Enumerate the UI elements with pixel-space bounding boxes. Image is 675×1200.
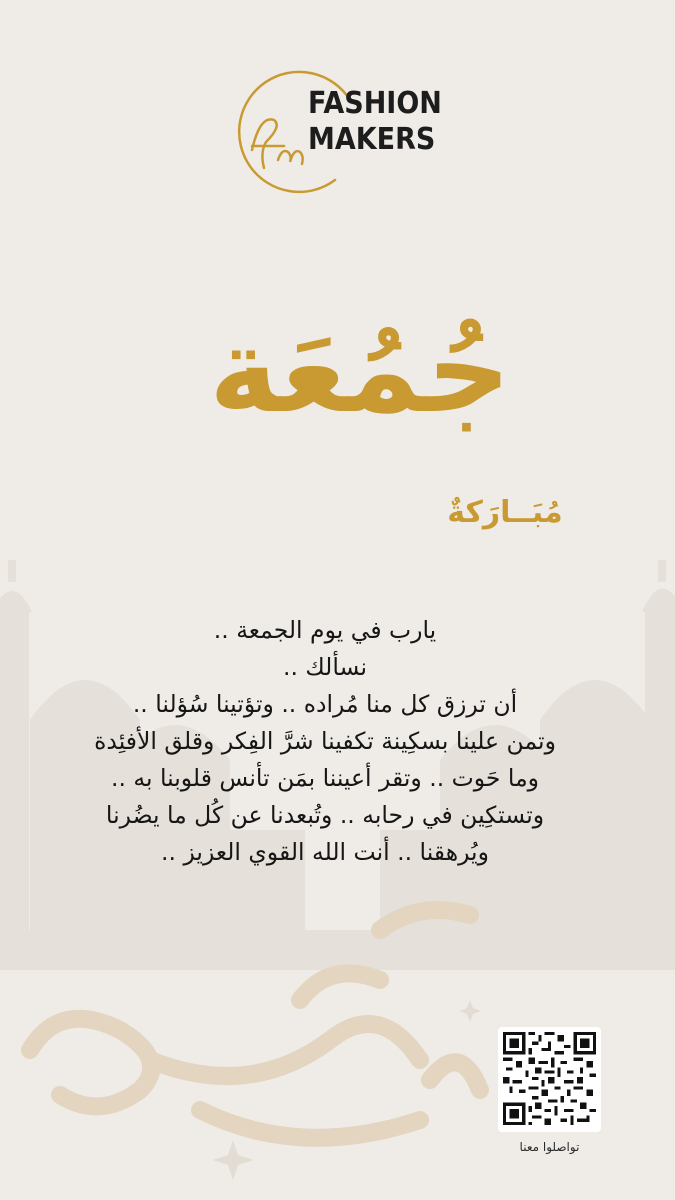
- page-subtitle: مُبَــارَكةٌ: [447, 495, 563, 530]
- prayer-line: وتمن علينا بسكِينة تكفينا شرَّ الفِكر وقلق الأفئِدة: [94, 727, 556, 755]
- qr-code-card[interactable]: [498, 1027, 601, 1132]
- prayer-line: وما حَوت .. وتقر أعيننا بمَن تأنس قلوبنا به ..: [110, 764, 540, 792]
- prayer-line: وتستكِين في رحابه .. وتُبعدنا عن كُل ما يضُرنا: [105, 801, 545, 829]
- qr-caption: تواصلوا معنا: [519, 1140, 580, 1154]
- brand-name-line1: FASHION: [308, 86, 442, 121]
- prayer-line: نسألك ..: [282, 653, 368, 681]
- brand-logo: [230, 60, 460, 200]
- page-title: جُمُعَة: [208, 301, 512, 439]
- prayer-text: [40, 612, 610, 871]
- qr-code-icon: [503, 1032, 596, 1125]
- prayer-line: أن ترزق كل منا مُراده .. وتؤتينا سُؤلنا ..: [132, 690, 518, 718]
- brand-name-line2: MAKERS: [308, 122, 436, 157]
- prayer-line: ويُرهقنا .. أنت الله القوي العزيز ..: [161, 838, 489, 866]
- prayer-line: يارب في يوم الجمعة ..: [213, 616, 437, 644]
